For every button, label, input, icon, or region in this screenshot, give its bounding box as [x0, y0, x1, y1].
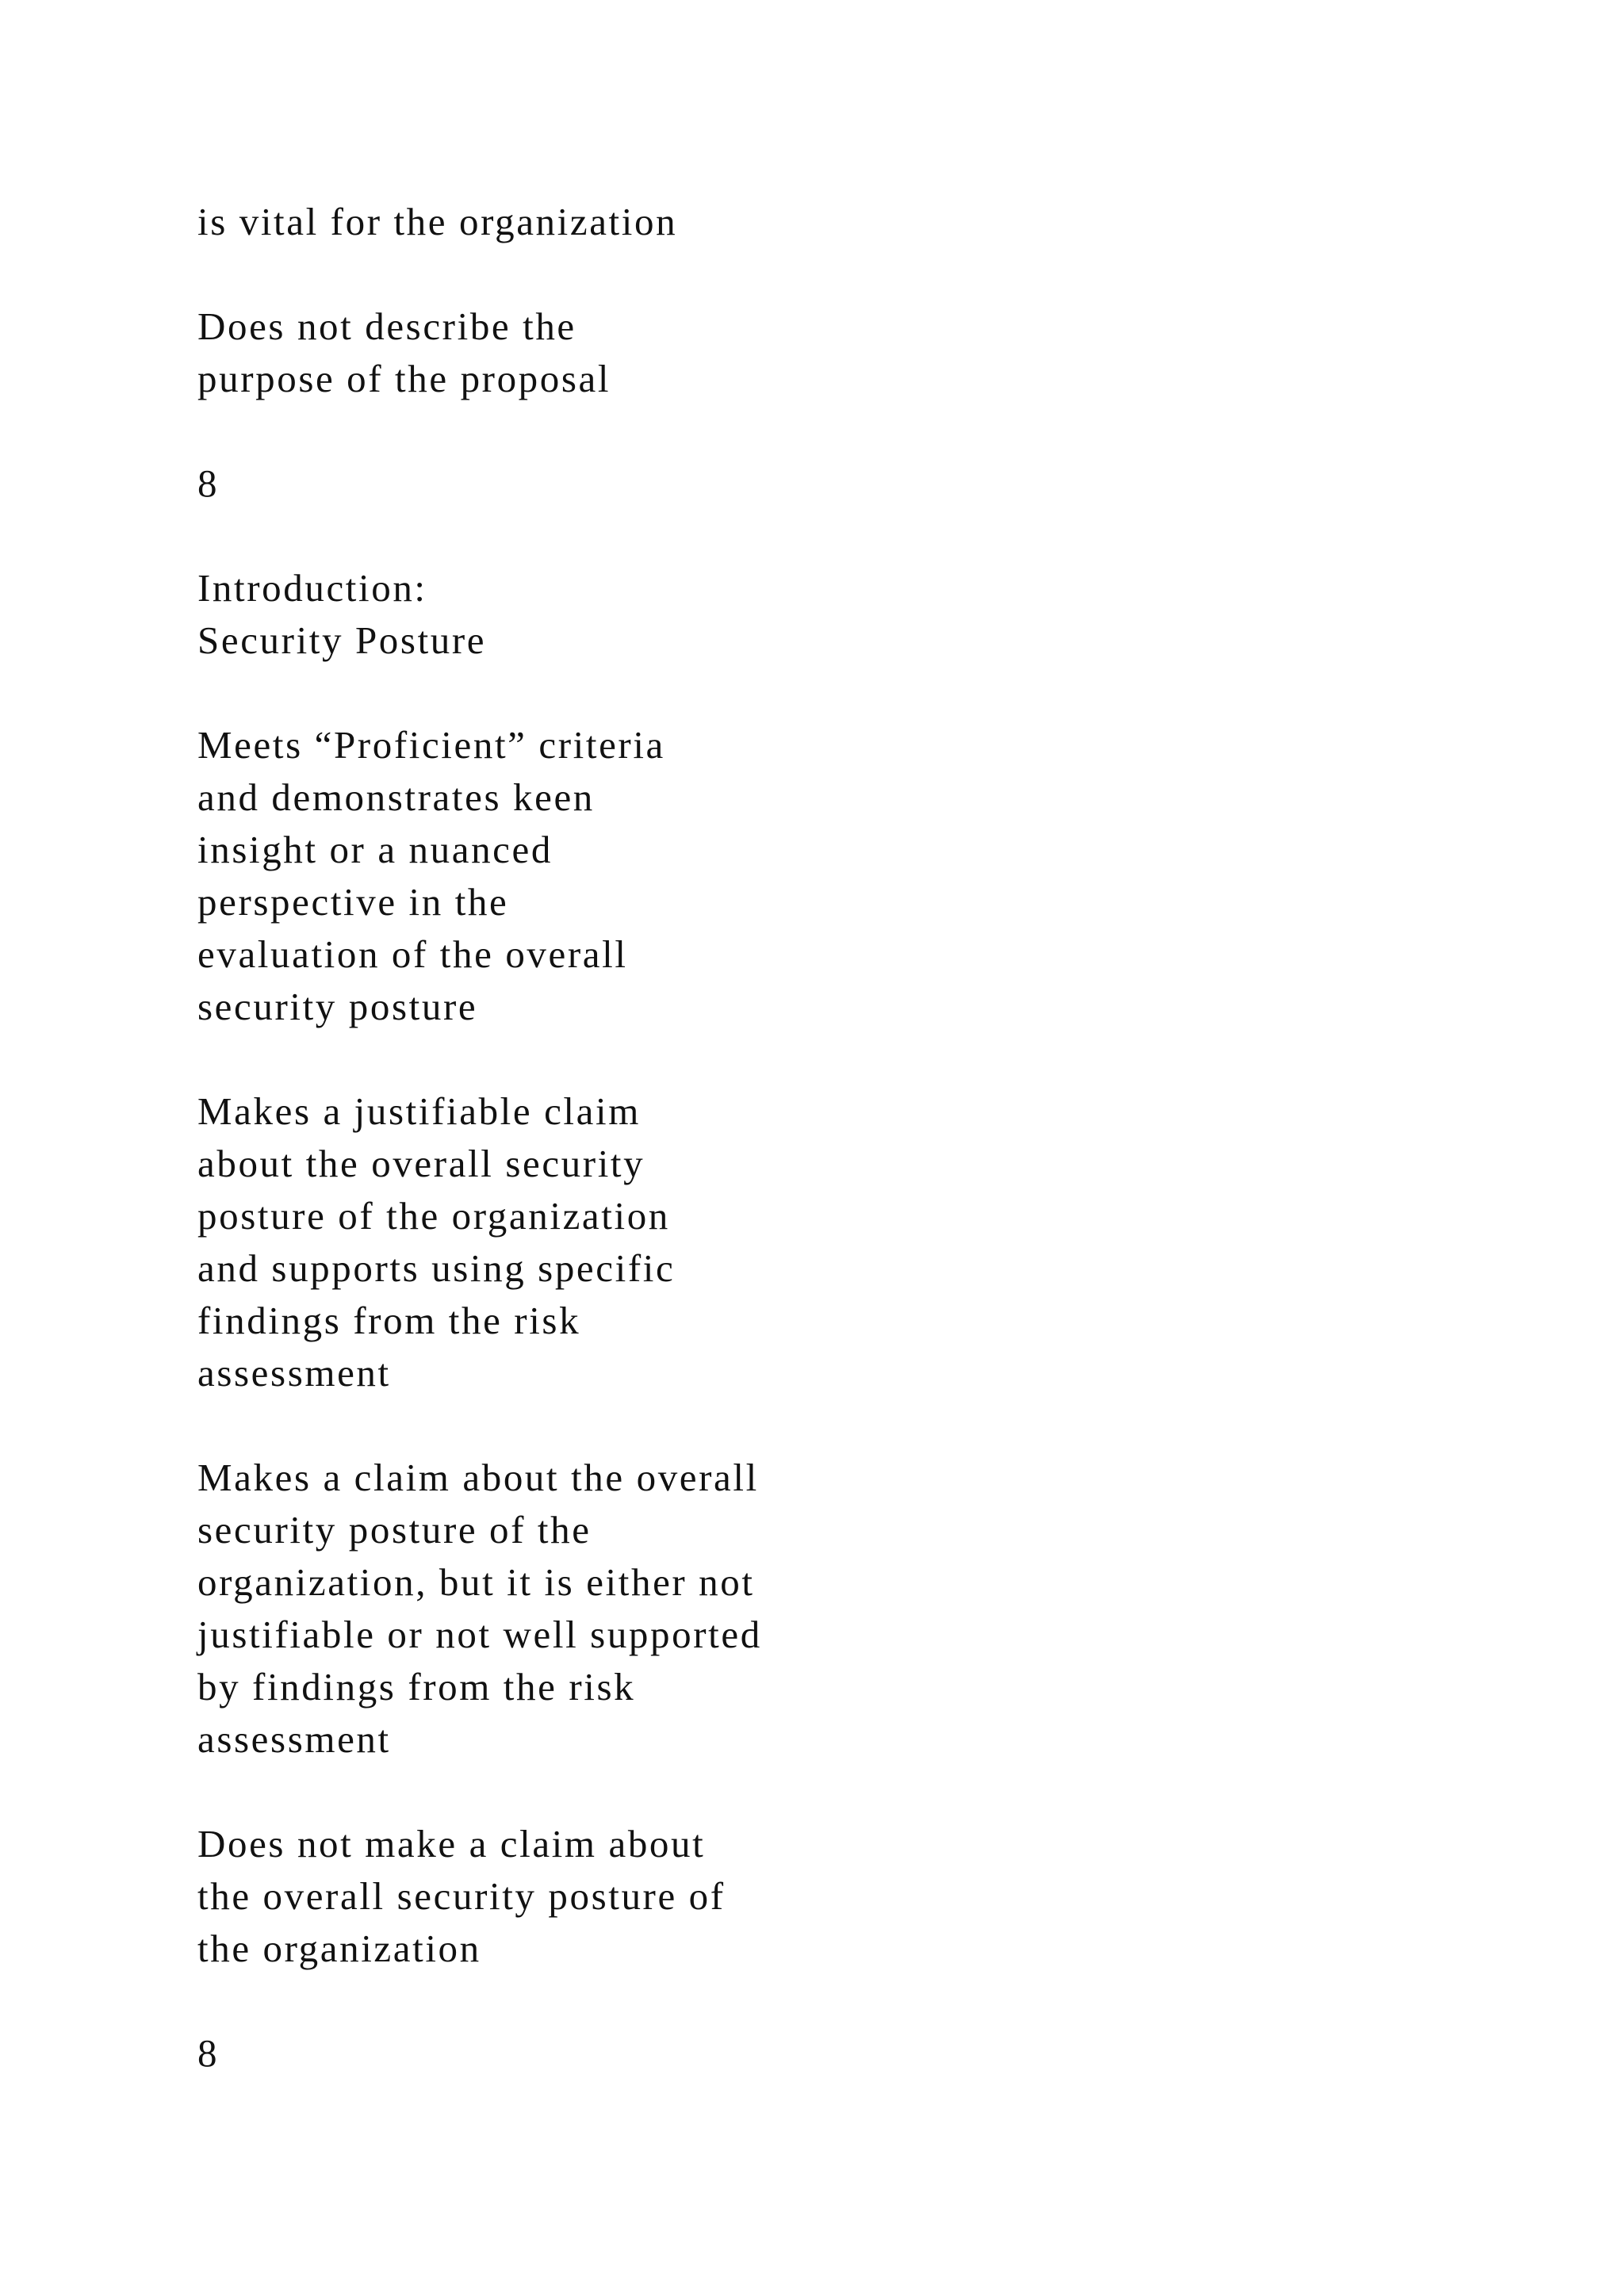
text-line: security posture of the [197, 1508, 592, 1552]
text-line: justifiable or not well supported [197, 1613, 762, 1656]
text-line: Does not describe the [197, 304, 576, 348]
points-value: 8 [197, 461, 220, 505]
paragraph-points-value [197, 457, 1228, 510]
points-value: 8 [197, 2031, 220, 2075]
paragraph-criterion-title [197, 562, 1228, 667]
text-line: insight or a nuanced [197, 828, 553, 871]
document-text-column [197, 196, 1228, 2132]
paragraph-exemplary-description [197, 719, 1228, 1033]
paragraph-not-evident-description [197, 1818, 1228, 1975]
text-line: organization, but it is either not [197, 1560, 755, 1604]
text-line: evaluation of the overall [197, 932, 628, 976]
criterion-heading: Introduction: [197, 566, 427, 610]
text-line: by findings from the risk [197, 1665, 636, 1709]
text-line: purpose of the proposal [197, 357, 611, 400]
text-line: posture of the organization [197, 1194, 670, 1238]
text-line: the overall security posture of [197, 1874, 726, 1918]
text-line: Makes a justifiable claim [197, 1089, 641, 1133]
text-line: the organization [197, 1927, 481, 1970]
text-line: about the overall security [197, 1142, 645, 1185]
text-line: security posture [197, 985, 478, 1028]
text-line: findings from the risk [197, 1299, 581, 1342]
text-line: is vital for the organization [197, 200, 678, 243]
text-line: and demonstrates keen [197, 775, 595, 819]
text-line: assessment [197, 1717, 391, 1761]
text-line: assessment [197, 1351, 391, 1395]
paragraph-proficient-description [197, 1085, 1228, 1399]
text-line: perspective in the [197, 880, 509, 924]
paragraph-vital-continuation [197, 196, 1228, 248]
text-line: Makes a claim about the overall [197, 1456, 759, 1499]
paragraph-does-not-describe-purpose [197, 300, 1228, 405]
text-line: Meets “Proficient” criteria [197, 723, 665, 767]
text-line: Does not make a claim about [197, 1822, 706, 1866]
paragraph-points-value [197, 2027, 1228, 2080]
criterion-heading: Security Posture [197, 618, 487, 662]
paragraph-needs-improvement-description [197, 1452, 1228, 1766]
text-line: and supports using specific [197, 1246, 676, 1290]
